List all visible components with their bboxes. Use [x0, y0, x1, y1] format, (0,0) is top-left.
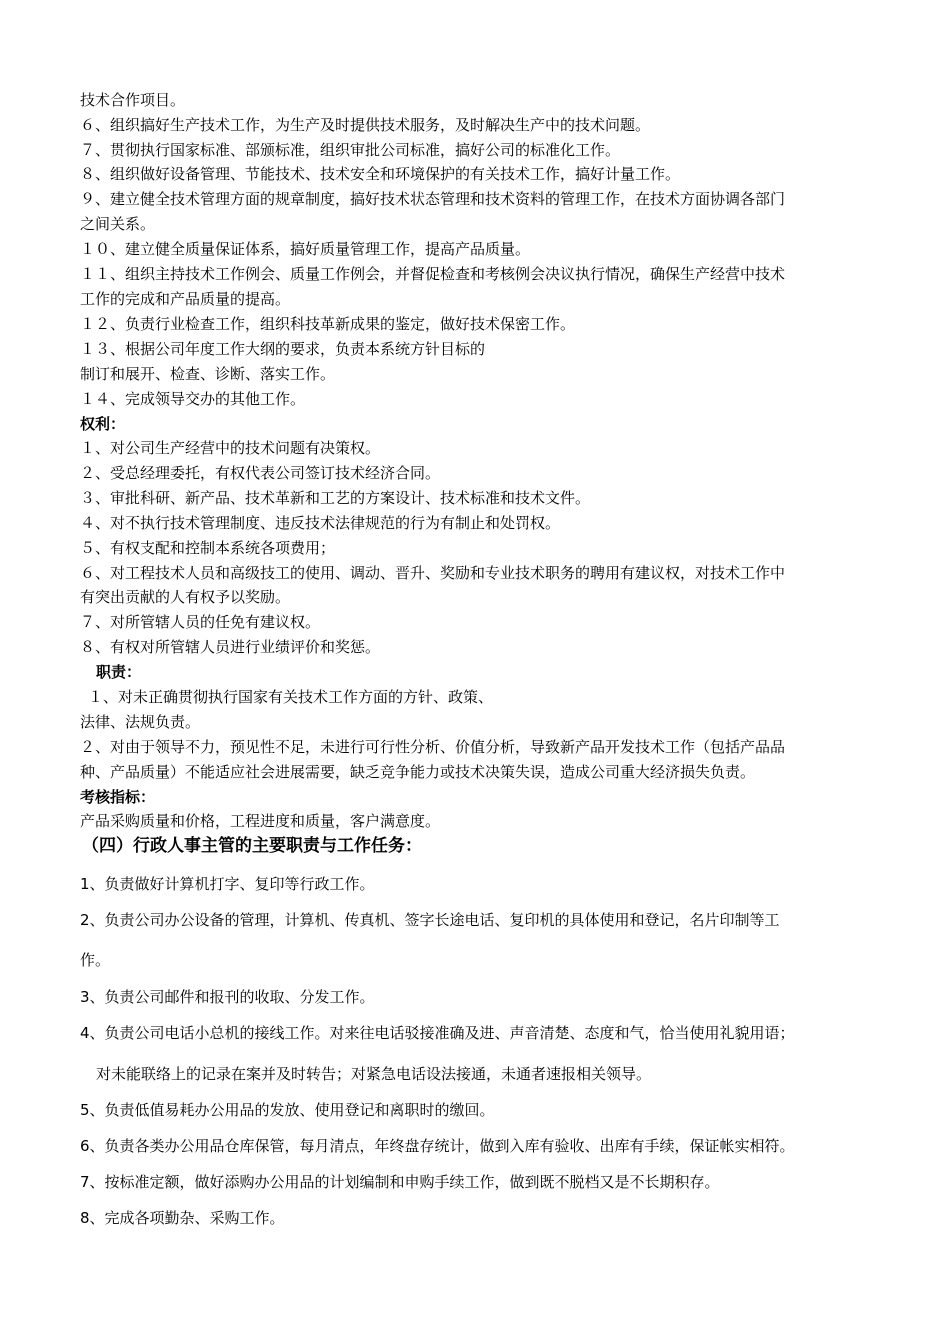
text-line: １、对公司生产经营中的技术问题有决策权。 — [80, 439, 381, 457]
text-line: 产品采购质量和价格，工程进度和质量，客户满意度。 — [80, 812, 441, 830]
text-line: ２、受总经理委托，有权代表公司签订技术经济合同。 — [80, 464, 441, 482]
text-line: 工作的完成和产品质量的提高。 — [80, 290, 291, 308]
text-line: １１、组织主持技术工作例会、质量工作例会，并督促检查和考核例会决议执行情况，确保生产经营中技术 — [80, 265, 786, 283]
text-line: ３、审批科研、新产品、技术革新和工艺的方案设计、技术标准和技术文件。 — [80, 489, 591, 507]
text-line: 6、负责各类办公用品仓库保管，每月清点，年终盘存统计，做到入库有验收、出库有手续，保证帐实相符。 — [80, 1137, 795, 1155]
text-line: ７、贯彻执行国家标准、部颁标准，组织审批公司标准，搞好公司的标准化工作。 — [80, 141, 621, 159]
text-line: １３、根据公司年度工作大纲的要求，负责本系统方针目标的 — [80, 340, 486, 358]
text-line: 法律、法规负责。 — [80, 713, 201, 731]
text-line: ８、有权对所管辖人员进行业绩评价和奖惩。 — [80, 638, 381, 656]
text-line: 7、按标准定额，做好添购办公用品的计划编制和申购手续工作，做到既不脱档又是不长期积存。 — [80, 1173, 720, 1191]
text-line: ７、对所管辖人员的任免有建议权。 — [80, 613, 321, 631]
text-line: １４、完成领导交办的其他工作。 — [80, 390, 306, 408]
text-line: ６、组织搞好生产技术工作，为生产及时提供技术服务，及时解决生产中的技术问题。 — [80, 116, 651, 134]
text-line: 1、负责做好计算机打字、复印等行政工作。 — [80, 875, 375, 893]
text-line: 3、负责公司邮件和报刊的收取、分发工作。 — [80, 988, 375, 1006]
text-line: １２、负责行业检查工作，组织科技革新成果的鉴定，做好技术保密工作。 — [80, 315, 576, 333]
text-line: 5、负责低值易耗办公用品的发放、使用登记和离职时的缴回。 — [80, 1101, 495, 1119]
text-line: ９、建立健全技术管理方面的规章制度，搞好技术状态管理和技术资料的管理工作，在技术方面协调各部门 — [80, 190, 786, 208]
section-title: （四）行政人事主管的主要职责与工作任务： — [82, 836, 422, 856]
text-line: 对未能联络上的记录在案并及时转告；对紧急电话设法接通，未通者速报相关领导。 — [96, 1065, 652, 1083]
text-line: ２、对由于领导不力，预见性不足，未进行可行性分析、价值分析，导致新产品开发技术工作（包括产品品 — [80, 738, 786, 756]
text-line: ８、组织做好设备管理、节能技术、技术安全和环境保护的有关技术工作，搞好计量工作。 — [80, 165, 681, 183]
duties-heading: 职责： — [96, 663, 142, 681]
text-line: ５、有权支配和控制本系统各项费用； — [80, 539, 336, 557]
text-line: 制订和展开、检查、诊断、落实工作。 — [80, 365, 336, 383]
text-line: １０、建立健全质量保证体系，搞好质量管理工作，提高产品质量。 — [80, 240, 531, 258]
text-line: 2、负责公司办公设备的管理，计算机、传真机、签字长途电话、复印机的具体使用和登记，名片印制等工 — [80, 911, 780, 929]
text-line: 作。 — [80, 951, 111, 969]
text-line: ４、对不执行技术管理制度、违反技术法律规范的行为有制止和处罚权。 — [80, 514, 561, 532]
text-line: ６、对工程技术人员和高级技工的使用、调动、晋升、奖励和专业技术职务的聘用有建议权，对技术工作中 — [80, 564, 786, 582]
text-line: 技术合作项目。 — [80, 91, 186, 109]
text-line: １、对未正确贯彻执行国家有关技术工作方面的方针、政策、 — [88, 688, 494, 706]
text-line: 4、负责公司电话小总机的接线工作。对来往电话驳接准确及进、声音清楚、态度和气，恰当使用礼貌用语； — [80, 1024, 795, 1042]
text-line: 之间关系。 — [80, 215, 156, 233]
text-line: 种、产品质量）不能适应社会进展需要，缺乏竞争能力或技术决策失误，造成公司重大经济损失负责。 — [80, 763, 756, 781]
rights-heading: 权利： — [80, 415, 126, 433]
kpi-heading: 考核指标： — [80, 788, 156, 806]
text-line: 8、完成各项勤杂、采购工作。 — [80, 1209, 285, 1227]
text-line: 有突出贡献的人有权予以奖励。 — [80, 588, 291, 606]
